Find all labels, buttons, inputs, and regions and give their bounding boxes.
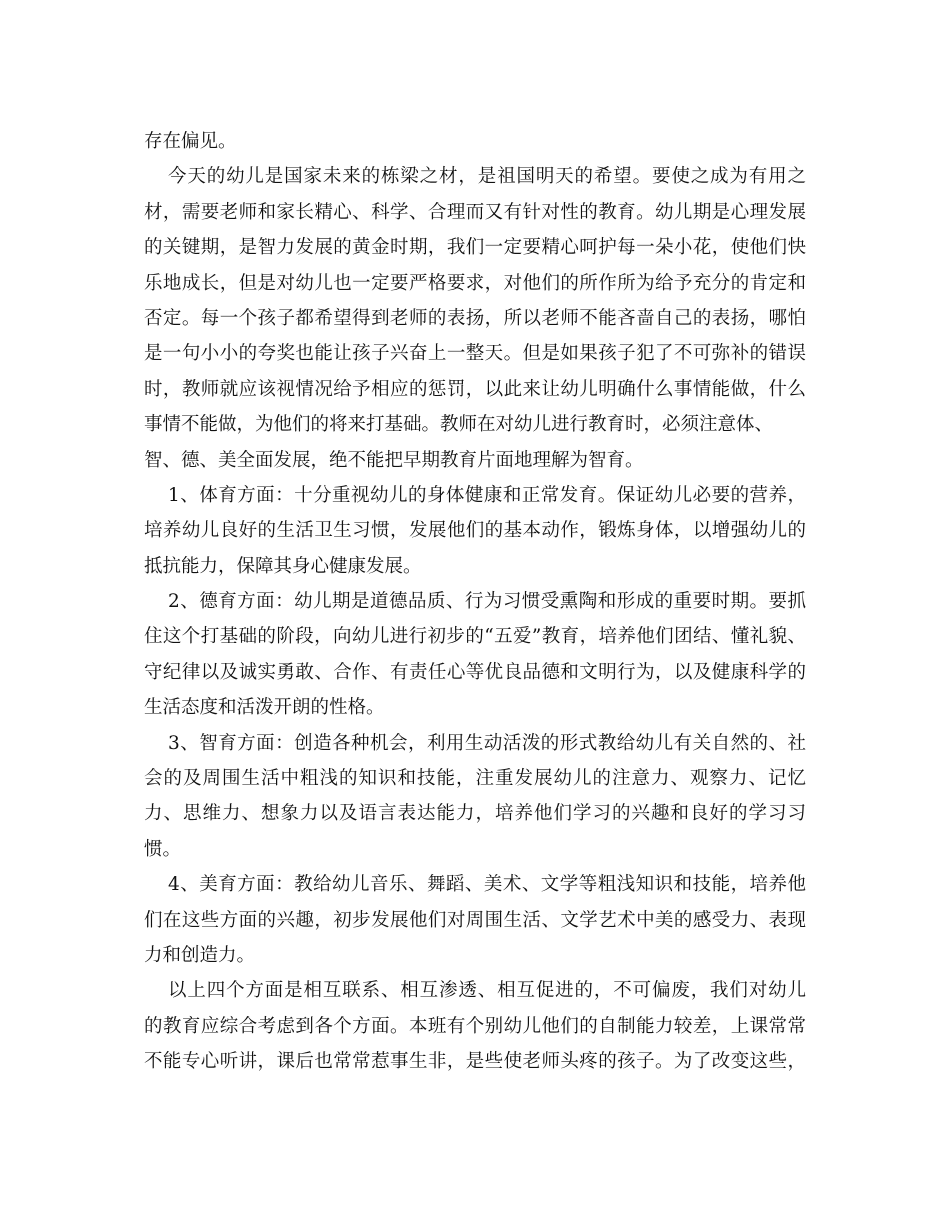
- text-line: 否定。每一个孩子都希望得到老师的表扬，所以老师不能吝啬自己的表扬，哪怕: [144, 307, 806, 329]
- text-line: 以上四个方面是相互联系、相互渗透、相互促进的，不可偏废，我们对幼儿: [168, 980, 806, 1002]
- text-line: 存在偏见。: [144, 131, 237, 152]
- text-line: 住这个打基础的阶段，向幼儿进行初步的“五爱”教育，培养他们团结、懂礼貌、: [144, 626, 806, 648]
- text-line: 是一句小小的夸奖也能让孩子兴奋上一整天。但是如果孩子犯了不可弥补的错误: [144, 343, 806, 365]
- text-line: 力、思维力、想象力以及语言表达能力，培养他们学习的兴趣和良好的学习习: [144, 803, 806, 825]
- text-line: 1、体育方面：十分重视幼儿的身体健康和正常发育。保证幼儿必要的营养，: [168, 484, 806, 506]
- text-line: 会的及周围生活中粗浅的知识和技能，注重发展幼儿的注意力、观察力、记忆: [144, 768, 806, 790]
- text-line: 抵抗能力，保障其身心健康发展。: [144, 555, 422, 577]
- text-line: 们在这些方面的兴趣，初步发展他们对周围生活、文学艺术中美的感受力、表现: [144, 909, 806, 931]
- text-line: 智、德、美全面发展，绝不能把早期教育片面地理解为智育。: [144, 449, 644, 471]
- text-line: 生活态度和活泼开朗的性格。: [144, 697, 385, 719]
- text-line: 惯。: [144, 838, 182, 860]
- text-line: 3、智育方面：创造各种机会，利用生动活泼的形式教给幼儿有关自然的、社: [168, 732, 806, 754]
- text-line: 2、德育方面：幼儿期是道德品质、行为习惯受熏陶和形成的重要时期。要抓: [168, 591, 806, 613]
- text-line: 时，教师就应该视情况给予相应的惩罚，以此来让幼儿明确什么事情能做，什么: [144, 378, 806, 400]
- text-line: 4、美育方面：教给幼儿音乐、舞蹈、美术、文学等粗浅知识和技能，培养他: [168, 874, 806, 896]
- text-line: 今天的幼儿是国家未来的栋梁之材，是祖国明天的希望。要使之成为有用之: [168, 166, 806, 188]
- text-line: 材，需要老师和家长精心、科学、合理而又有针对性的教育。幼儿期是心理发展: [144, 201, 806, 223]
- text-line: 事情不能做，为他们的将来打基础。教师在对幼儿进行教育时，必须注意体、: [144, 414, 774, 436]
- document-body: [144, 124, 806, 1080]
- text-line: 力和创造力。: [144, 944, 256, 966]
- text-line: 的教育应综合考虑到各个方面。本班有个别幼儿他们的自制能力较差，上课常常: [144, 1015, 806, 1037]
- text-line: 乐地成长，但是对幼儿也一定要严格要求，对他们的所作所为给予充分的肯定和: [144, 272, 806, 294]
- text-line: 不能专心听讲，课后也常常惹事生非，是些使老师头疼的孩子。为了改变这些，: [144, 1051, 806, 1073]
- text-line: 培养幼儿良好的生活卫生习惯，发展他们的基本动作，锻炼身体，以增强幼儿的: [144, 520, 806, 542]
- text-line: 的关键期，是智力发展的黄金时期，我们一定要精心呵护每一朵小花，使他们快: [144, 237, 806, 259]
- text-line: 守纪律以及诚实勇敢、合作、有责任心等优良品德和文明行为，以及健康科学的: [144, 661, 806, 683]
